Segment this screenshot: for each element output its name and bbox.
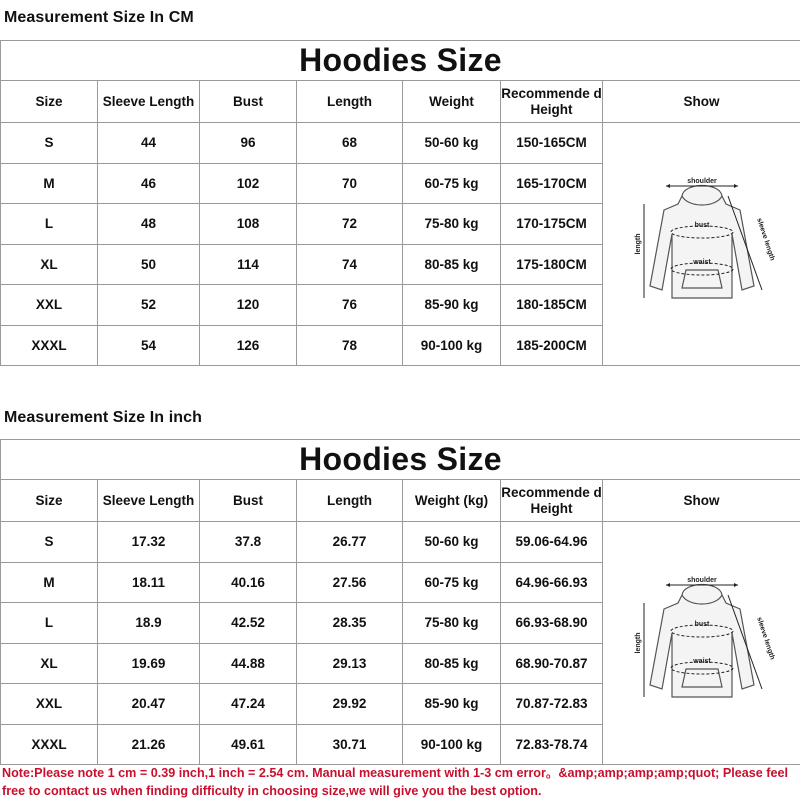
header-recommended-height: Recommende d Height bbox=[501, 81, 603, 123]
bust-cell: 49.61 bbox=[200, 724, 297, 765]
bust-cell: 44.88 bbox=[200, 643, 297, 684]
length-cell: 29.13 bbox=[297, 643, 403, 684]
length-cell: 27.56 bbox=[297, 562, 403, 603]
header-sleeve-length: Sleeve Length bbox=[98, 81, 200, 123]
sleeve-cell: 54 bbox=[98, 325, 200, 366]
size-cell: L bbox=[1, 204, 98, 245]
cm-hoodie-diagram-cell bbox=[603, 123, 800, 366]
shoulder-label: shoulder bbox=[686, 577, 717, 584]
weight-cell: 75-80 kg bbox=[403, 603, 501, 644]
sleeve-cell: 21.26 bbox=[98, 724, 200, 765]
length-cell: 26.77 bbox=[297, 522, 403, 563]
length-cell: 72 bbox=[297, 204, 403, 245]
table-row bbox=[1, 522, 800, 563]
header-weight: Weight bbox=[403, 81, 501, 123]
inch-header-row bbox=[1, 480, 800, 522]
weight-cell: 60-75 kg bbox=[403, 562, 501, 603]
sleeve-length-label: sleeve length bbox=[754, 217, 776, 262]
sleeve-cell: 20.47 bbox=[98, 684, 200, 725]
weight-cell: 85-90 kg bbox=[403, 285, 501, 326]
size-cell: XL bbox=[1, 643, 98, 684]
height-cell: 185-200CM bbox=[501, 325, 603, 366]
hoodie-diagram bbox=[622, 174, 782, 314]
length-cell: 29.92 bbox=[297, 684, 403, 725]
weight-cell: 60-75 kg bbox=[403, 163, 501, 204]
size-cell: S bbox=[1, 123, 98, 164]
length-cell: 68 bbox=[297, 123, 403, 164]
height-cell: 68.90-70.87 bbox=[501, 643, 603, 684]
sleeve-cell: 48 bbox=[98, 204, 200, 245]
size-cell: XXL bbox=[1, 285, 98, 326]
sleeve-cell: 50 bbox=[98, 244, 200, 285]
header-bust: Bust bbox=[200, 81, 297, 123]
size-cell: S bbox=[1, 522, 98, 563]
height-cell: 180-185CM bbox=[501, 285, 603, 326]
sleeve-cell: 19.69 bbox=[98, 643, 200, 684]
size-cell: L bbox=[1, 603, 98, 644]
length-cell: 70 bbox=[297, 163, 403, 204]
header-size: Size bbox=[1, 81, 98, 123]
weight-cell: 90-100 kg bbox=[403, 325, 501, 366]
size-cell: XXXL bbox=[1, 724, 98, 765]
bust-cell: 37.8 bbox=[200, 522, 297, 563]
height-cell: 165-170CM bbox=[501, 163, 603, 204]
header-length: Length bbox=[297, 81, 403, 123]
bust-cell: 96 bbox=[200, 123, 297, 164]
bust-cell: 120 bbox=[200, 285, 297, 326]
measurement-note: Note:Please note 1 cm = 0.39 inch,1 inch = 2.54 cm. Manual measurement with 1-3 cm error。&amp;amp;amp;amp;quot; Please feel free to contact us when finding difficulty in choosing size,we will give you the best option. bbox=[2, 766, 788, 798]
height-cell: 59.06-64.96 bbox=[501, 522, 603, 563]
header-length: Length bbox=[297, 480, 403, 522]
header-size: Size bbox=[1, 480, 98, 522]
sleeve-cell: 46 bbox=[98, 163, 200, 204]
size-cell: M bbox=[1, 562, 98, 603]
sleeve-cell: 18.9 bbox=[98, 603, 200, 644]
weight-cell: 90-100 kg bbox=[403, 724, 501, 765]
sleeve-length-label: sleeve length bbox=[754, 616, 776, 661]
waist-label: waist bbox=[692, 658, 711, 665]
waist-label: waist bbox=[692, 259, 711, 266]
sleeve-cell: 18.11 bbox=[98, 562, 200, 603]
size-cell: M bbox=[1, 163, 98, 204]
inch-table-title: Hoodies Size bbox=[1, 440, 800, 480]
inch-hoodie-diagram-cell bbox=[603, 522, 800, 765]
bust-cell: 114 bbox=[200, 244, 297, 285]
height-cell: 64.96-66.93 bbox=[501, 562, 603, 603]
weight-cell: 85-90 kg bbox=[403, 684, 501, 725]
weight-cell: 50-60 kg bbox=[403, 522, 501, 563]
weight-cell: 80-85 kg bbox=[403, 643, 501, 684]
length-cell: 28.35 bbox=[297, 603, 403, 644]
height-cell: 150-165CM bbox=[501, 123, 603, 164]
length-cell: 74 bbox=[297, 244, 403, 285]
length-label: length bbox=[634, 632, 642, 654]
header-sleeve-length: Sleeve Length bbox=[98, 480, 200, 522]
size-cell: XXL bbox=[1, 684, 98, 725]
height-cell: 170-175CM bbox=[501, 204, 603, 245]
cm-header-row bbox=[1, 81, 800, 123]
bust-cell: 40.16 bbox=[200, 562, 297, 603]
header-weight: Weight (kg) bbox=[403, 480, 501, 522]
size-cell: XL bbox=[1, 244, 98, 285]
inch-size-table bbox=[0, 439, 800, 765]
sleeve-cell: 52 bbox=[98, 285, 200, 326]
size-cell: XXXL bbox=[1, 325, 98, 366]
length-cell: 76 bbox=[297, 285, 403, 326]
header-bust: Bust bbox=[200, 480, 297, 522]
cm-size-table bbox=[0, 40, 800, 366]
sleeve-cell: 17.32 bbox=[98, 522, 200, 563]
length-cell: 78 bbox=[297, 325, 403, 366]
height-cell: 72.83-78.74 bbox=[501, 724, 603, 765]
weight-cell: 80-85 kg bbox=[403, 244, 501, 285]
header-recommended-height: Recommende d Height bbox=[501, 480, 603, 522]
bust-cell: 42.52 bbox=[200, 603, 297, 644]
bust-label: bust bbox=[694, 222, 709, 229]
header-show: Show bbox=[603, 480, 800, 522]
height-cell: 70.87-72.83 bbox=[501, 684, 603, 725]
bust-cell: 126 bbox=[200, 325, 297, 366]
length-label: length bbox=[634, 233, 642, 255]
sleeve-cell: 44 bbox=[98, 123, 200, 164]
shoulder-label: shoulder bbox=[686, 178, 717, 185]
cm-section-label: Measurement Size In CM bbox=[4, 9, 194, 26]
weight-cell: 50-60 kg bbox=[403, 123, 501, 164]
height-cell: 175-180CM bbox=[501, 244, 603, 285]
bust-label: bust bbox=[694, 621, 709, 628]
height-cell: 66.93-68.90 bbox=[501, 603, 603, 644]
length-cell: 30.71 bbox=[297, 724, 403, 765]
bust-cell: 102 bbox=[200, 163, 297, 204]
hoodie-diagram bbox=[622, 573, 782, 713]
header-show: Show bbox=[603, 81, 800, 123]
table-row bbox=[1, 123, 800, 164]
bust-cell: 47.24 bbox=[200, 684, 297, 725]
cm-table-title: Hoodies Size bbox=[1, 41, 800, 81]
weight-cell: 75-80 kg bbox=[403, 204, 501, 245]
inch-section-label: Measurement Size In inch bbox=[4, 409, 203, 426]
bust-cell: 108 bbox=[200, 204, 297, 245]
